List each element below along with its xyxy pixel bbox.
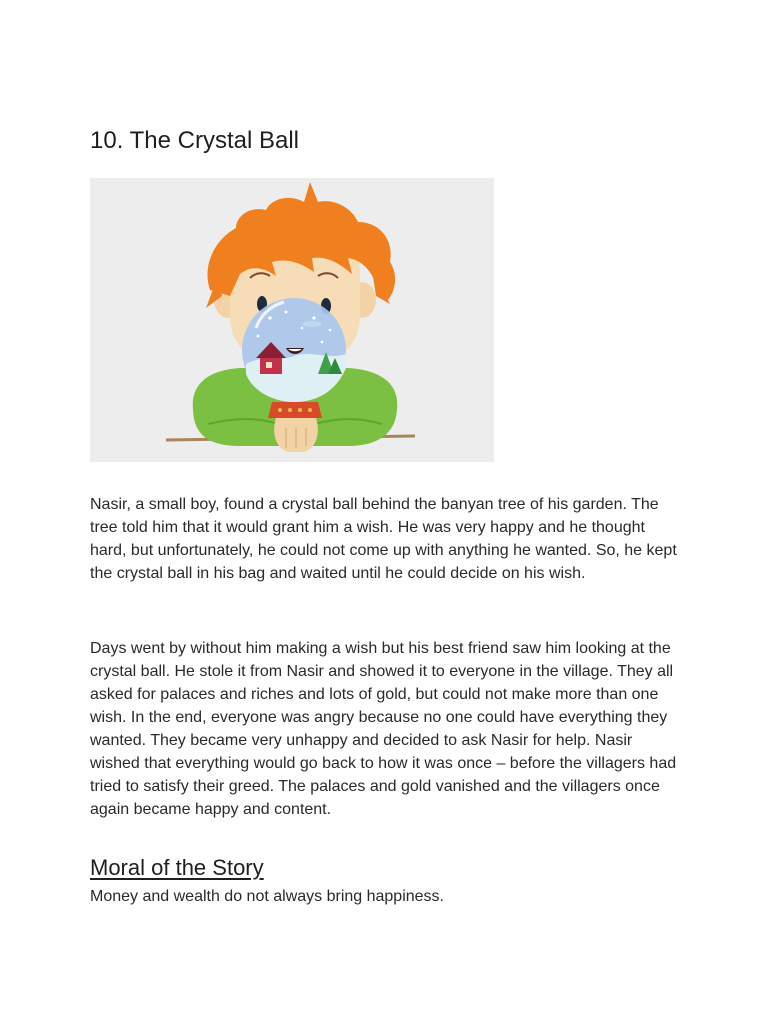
illustration-svg (90, 178, 494, 462)
moral-heading: Moral of the Story (90, 855, 264, 880)
globe-base (268, 402, 322, 418)
moral-text: Money and wealth do not always bring happiness. (90, 888, 444, 905)
story-paragraph-1: Nasir, a small boy, found a crystal ball behind the banyan tree of his garden. The tree told him that it would grant him a wish. He was very happy and he thought hard, but unfortunately, he could not come up with anything he wanted. So, he kept the crystal ball in his bag and waited until he could decide on his wish. (90, 496, 677, 582)
story-title: 10. The Crystal Ball (90, 127, 299, 154)
boy-with-crystal-ball-illustration (90, 178, 494, 462)
story-paragraph-2: Days went by without him making a wish but his best friend saw him looking at the crystal ball. He stole it from Nasir and showed it to everyone in the village. They all asked for palaces and riches and lots of gold, but could not make more than one wish. In the end, everyone was angry because no one could have everything they wanted. They became very unhappy and decided to ask Nasir for help. Nasir wished that everything would go back to how it was once – before the villagers had tried to satisfy their greed. The palaces and gold vanished and the villagers once again became happy and content. (90, 640, 677, 818)
